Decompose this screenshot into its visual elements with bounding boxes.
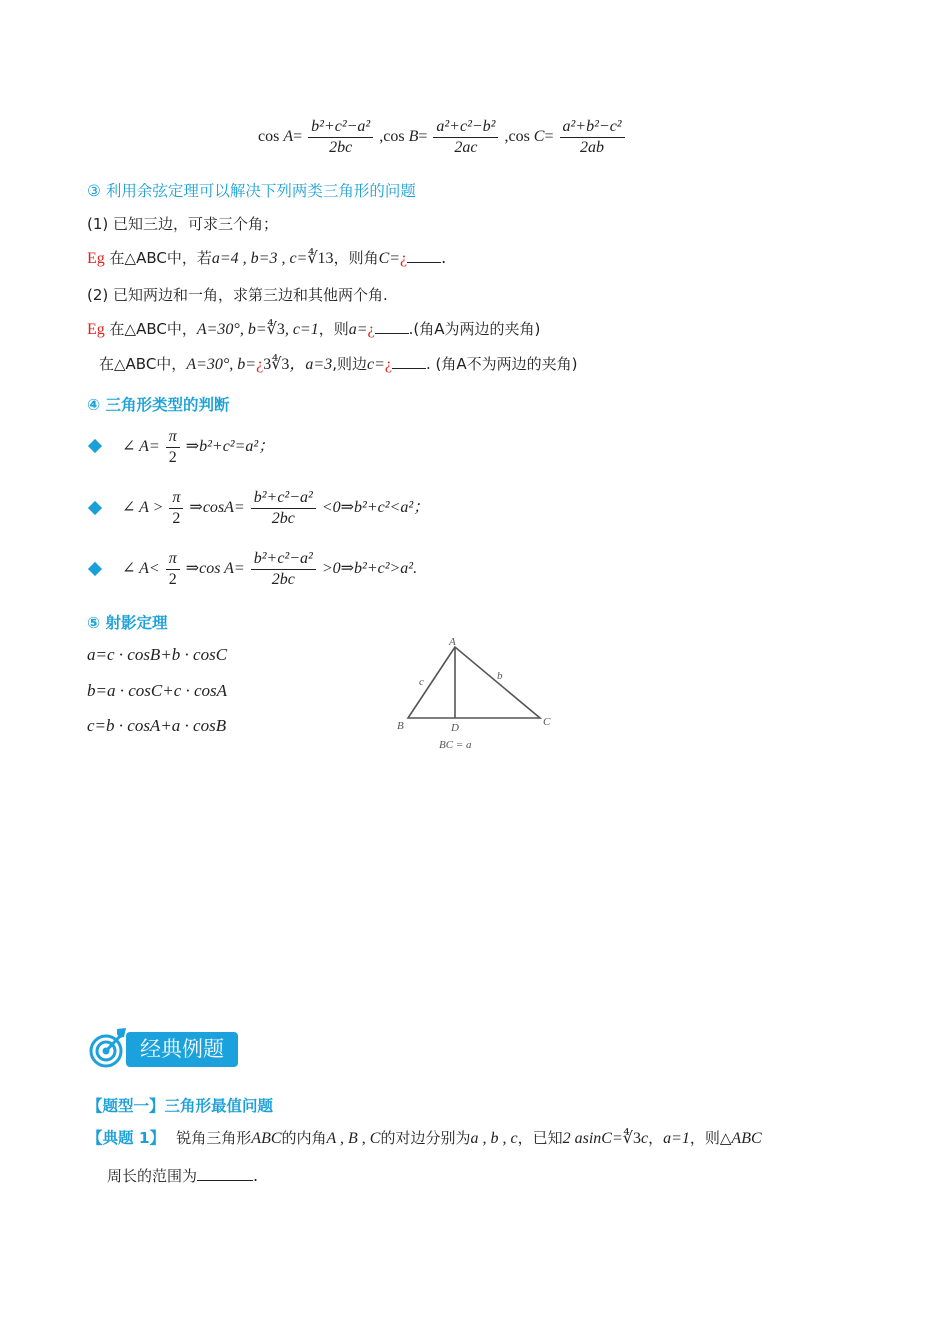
example1-line1: 【典题 1】 锐角三角形ABC的内角A , B , C的对边分别为a , b , c，已知2 asinC=∜3c，a=1，则△ABC: [87, 1129, 762, 1147]
target-icon: [88, 1026, 128, 1070]
triangle-type-obtuse: ∠ A > $\frac{\pi}{2}$ ⇒cosA= $\frac{\text{b²+c²−a²}}{2bc}$ <0⇒b²+c²<a²；: [122, 489, 430, 527]
section3-heading: ③ 利用余弦定理可以解决下列两类三角形的问题: [87, 182, 416, 200]
vertex-C-label: C: [543, 716, 551, 728]
cosine-rule-formulas: cos A= $\frac{\text{b²+c²−a²}}{2bc}$ ,cos B= $\frac{\text{a²+c²−b²}}{2ac}$ ,cos C= $\frac{\text{a²+b²−c²}}{2ab}$: [258, 117, 627, 158]
diagram-caption: BC = a: [439, 739, 472, 751]
projection-formula-b: b=a · cosC+c · cosA: [87, 681, 228, 700]
triangle-type-acute: ∠ A< $\frac{\pi}{2}$ ⇒cos A= $\frac{\text{b²+c²−a²}}{2bc}$ >0⇒b²+c²>a².: [122, 550, 418, 588]
cosC-fraction: $\frac{\text{a²+b²−c²}}{2ab}$: [560, 117, 625, 158]
foot-D-label: D: [451, 722, 459, 734]
section3-eg1: Eg 在△ABC中，若a=4 , b=3 , c=∜13，则角C=¿ .: [87, 248, 447, 267]
projection-formula-c: c=b · cosA+a · cosB: [87, 716, 227, 735]
projection-formula-a: a=c · cosB+b · cosC: [87, 645, 228, 664]
section3-item1: (1) 已知三边，可求三个角；: [87, 215, 279, 233]
classic-examples-badge: 经典例题: [126, 1032, 238, 1067]
section3-eg3: 在△ABC中，A=30°, b=¿3∜3，a=3,则边c=¿ . (角A不为两边的夹角): [99, 355, 578, 373]
answer-blank: [407, 248, 441, 263]
cosB-fraction: $\frac{\text{a²+c²−b²}}{2ac}$: [433, 117, 498, 158]
side-c-label: c: [419, 676, 424, 688]
section4-heading: ④ 三角形类型的判断: [87, 396, 230, 414]
bullet-diamond-icon: [88, 501, 102, 515]
section5-heading: ⑤ 射影定理: [87, 614, 168, 632]
answer-blank: [375, 319, 409, 334]
question-type-heading: 【题型一】三角形最值问题: [87, 1097, 274, 1115]
triangle-type-right: ∠ A= $\frac{\pi}{2}$ ⇒b²+c²=a²；: [122, 428, 275, 466]
triangle-shape: [408, 647, 540, 718]
bullet-diamond-icon: [88, 562, 102, 576]
example1-line2: 周长的范围为 .: [107, 1166, 259, 1185]
answer-blank: [392, 354, 426, 369]
side-b-label: b: [497, 670, 503, 682]
vertex-A-label: A: [449, 636, 456, 648]
eg-tag: Eg: [87, 250, 105, 267]
answer-blank: [197, 1166, 253, 1181]
section3-eg2: Eg 在△ABC中，A=30°, b=∜3, c=1，则a=¿ .(角A为两边的夹角): [87, 320, 541, 338]
example-label: 【典题 1】: [87, 1129, 166, 1147]
eg-tag: Eg: [87, 321, 105, 338]
bullet-diamond-icon: [88, 439, 102, 453]
triangle-diagram: [390, 630, 570, 760]
section3-item2: (2) 已知两边和一角，求第三边和其他两个角.: [87, 286, 388, 304]
cosA-fraction: $\frac{\text{b²+c²−a²}}{2bc}$: [308, 117, 373, 158]
vertex-B-label: B: [397, 720, 404, 732]
